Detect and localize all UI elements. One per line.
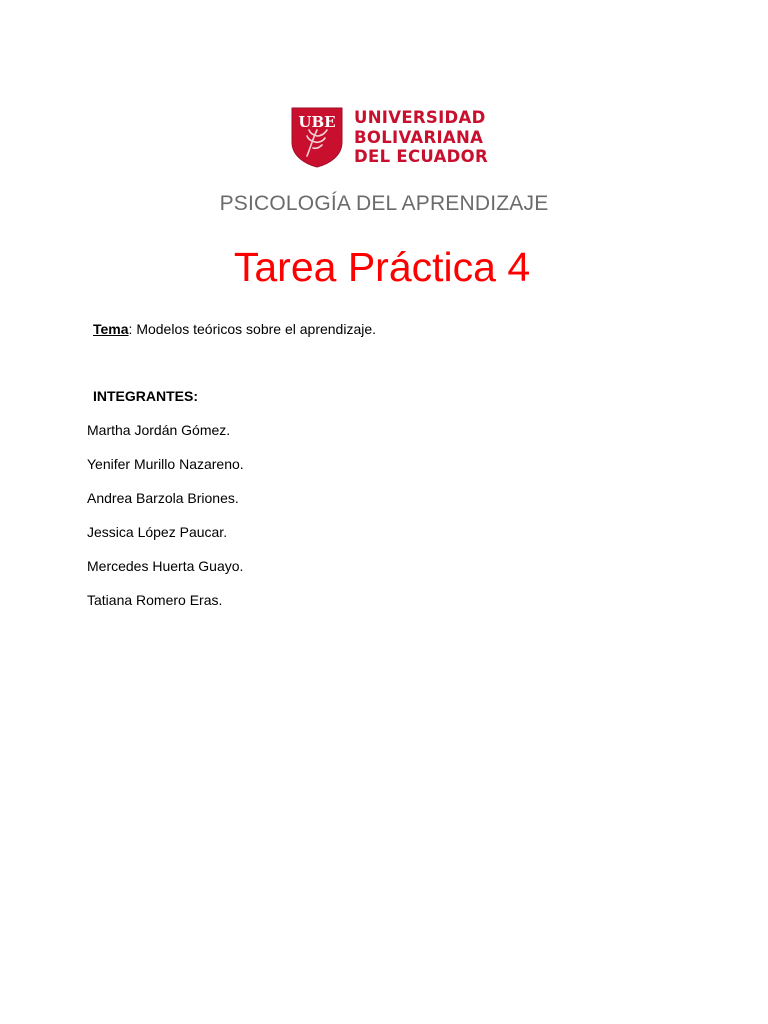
member-item: Yenifer Murillo Nazareno. — [87, 456, 244, 472]
member-item: Tatiana Romero Eras. — [87, 592, 223, 608]
topic-line — [93, 321, 376, 337]
member-item: Martha Jordán Gómez. — [87, 422, 231, 438]
logo-shield-text: UBE — [298, 113, 336, 131]
members-heading: INTEGRANTES: — [93, 388, 198, 404]
topic-text: Modelos teóricos sobre el aprendizaje. — [132, 321, 377, 337]
member-item: Jessica López Paucar. — [87, 524, 228, 540]
university-shield-icon — [289, 106, 345, 168]
member-item: Andrea Barzola Briones. — [87, 490, 239, 506]
university-name — [354, 108, 488, 167]
document-title: Tarea Práctica 4 — [233, 244, 531, 290]
member-item: Mercedes Huerta Guayo. — [87, 558, 244, 574]
member-list — [87, 422, 244, 626]
logo-line-1: UNIVERSIDAD — [354, 108, 486, 127]
topic-label: Tema — [93, 321, 129, 337]
course-subject: PSICOLOGÍA DEL APRENDIZAJE — [219, 192, 549, 215]
logo-line-2: BOLIVARIANA — [354, 127, 484, 147]
logo-line-3: DEL ECUADOR — [354, 147, 488, 166]
university-logo — [289, 106, 488, 168]
topic-separator: : — [128, 321, 133, 337]
